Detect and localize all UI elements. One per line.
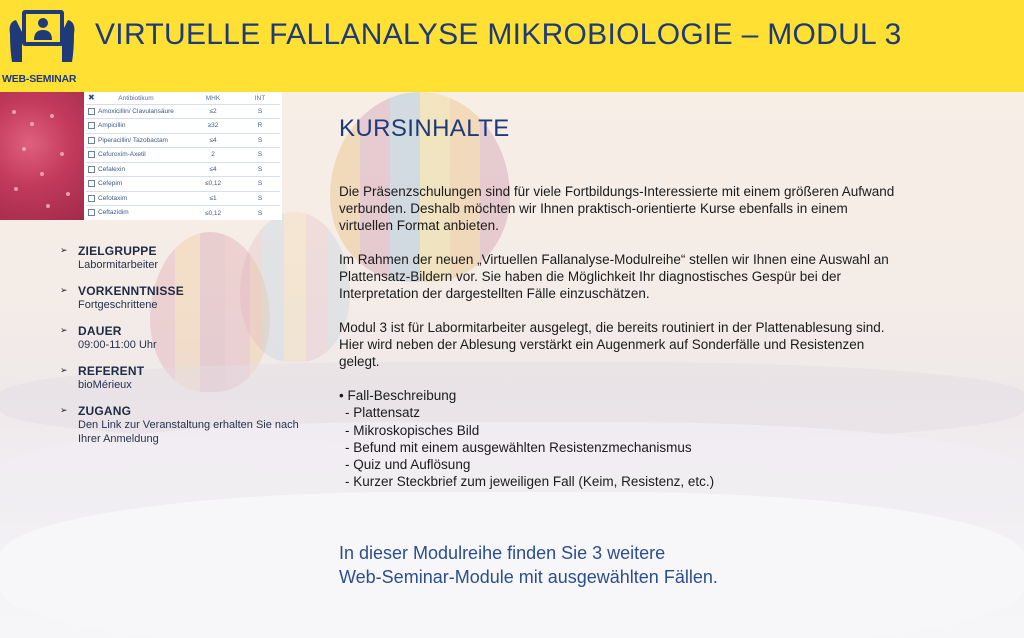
int-value: S — [240, 104, 280, 119]
cursor-icon: ✖ — [88, 93, 95, 102]
int-value: S — [240, 206, 280, 221]
intro-paragraph: Die Präsenzschulungen sind für viele Fortbildungs-Interessierte mit einem größeren Aufwand verbunden. Deshalb möchten wir Ihnen praktisch-orientierte Kurse ebenfalls in einem virtuellen Format anbieten. — [339, 184, 895, 233]
course-content — [339, 115, 899, 491]
table-row — [86, 119, 280, 134]
info-item-zugang — [60, 404, 310, 446]
row-checkbox[interactable] — [88, 195, 95, 202]
table-row — [86, 148, 280, 163]
course-info-list — [60, 244, 310, 458]
modul-paragraph: Modul 3 ist für Labormitarbeiter ausgelegt, die bereits routiniert in der Plattenablesung sind. Hier wird neben der Ablesung verstärkt ein Augenmerk auf Sonderfälle und Resistenzen gelegt. — [339, 320, 885, 369]
arrow-bullet-icon: ➢ — [60, 365, 68, 375]
sub-bullet-item: - Befund mit einem ausgewählten Resistenzmechanismus — [345, 439, 692, 455]
arrow-bullet-icon: ➢ — [60, 405, 68, 415]
int-value: S — [240, 191, 280, 206]
header-bar — [0, 0, 1024, 92]
antibiotic-name: Ampicillin — [98, 122, 126, 130]
arrow-bullet-icon: ➢ — [60, 285, 68, 295]
info-label: ZIELGRUPPE — [78, 244, 157, 258]
table-row — [86, 162, 280, 177]
int-value: R — [240, 119, 280, 134]
antibiotic-name: Ceftazidim — [98, 209, 129, 217]
mhk-value: ≤0,12 — [186, 177, 240, 192]
antibiotic-name: Cefuroxim-Axetil — [98, 151, 146, 159]
agar-plate-image — [0, 92, 84, 220]
info-item-dauer — [60, 324, 310, 352]
int-value: S — [240, 162, 280, 177]
footer-line: In dieser Modulreihe finden Sie 3 weitere — [339, 543, 666, 563]
int-value: S — [240, 133, 280, 148]
antibiotic-name: Cefotaxim — [98, 194, 128, 202]
column-header: INT — [254, 94, 266, 102]
mhk-value: ≤1 — [186, 191, 240, 206]
row-checkbox[interactable] — [88, 151, 95, 158]
sub-bullet-item: - Quiz und Auflösung — [345, 457, 471, 473]
row-checkbox[interactable] — [88, 180, 95, 187]
antibiotic-name: Amoxicillin/ Clavulansäure — [98, 107, 174, 115]
bullet-item: • Fall-Beschreibung — [339, 388, 457, 403]
info-value: Labormitarbeiter — [78, 259, 159, 271]
web-seminar-logo — [0, 0, 84, 92]
antibiotic-name: Cefepim — [98, 180, 123, 188]
row-checkbox[interactable] — [88, 108, 95, 115]
info-value: bioMérieux — [78, 379, 132, 391]
int-value: S — [240, 148, 280, 163]
row-checkbox[interactable] — [88, 122, 95, 129]
case-thumbnail — [0, 92, 282, 220]
content-bullet-list — [339, 387, 899, 491]
row-checkbox[interactable] — [88, 166, 95, 173]
module-series-note — [339, 541, 939, 589]
table-row — [86, 206, 280, 221]
table-row — [86, 177, 280, 192]
arrow-bullet-icon: ➢ — [60, 245, 68, 255]
info-value: Den Link zur Veranstaltung erhalten Sie nach Ihrer Anmeldung — [78, 419, 299, 445]
row-checkbox[interactable] — [88, 137, 95, 144]
info-label: REFERENT — [78, 364, 145, 378]
column-header: Antibiotikum — [118, 94, 154, 102]
sub-bullet-item: - Plattensatz — [345, 405, 421, 421]
mhk-value: ≤0,12 — [186, 206, 240, 221]
sub-bullet-item: - Mikroskopisches Bild — [345, 422, 480, 438]
column-header: MHK — [205, 94, 221, 102]
info-value: 09:00-11:00 Uhr — [78, 339, 157, 351]
row-checkbox[interactable] — [88, 209, 95, 216]
logo-text: WEB-SEMINAR — [2, 73, 77, 85]
mhk-value: 2 — [186, 148, 240, 163]
mhk-value: ≤4 — [186, 133, 240, 148]
sub-bullet-item: - Kurzer Steckbrief zum jeweiligen Fall (Keim, Resistenz, etc.) — [345, 474, 715, 490]
footer-line: Web-Seminar-Module mit ausgewählten Fällen. — [339, 567, 718, 587]
info-item-referent — [60, 364, 310, 392]
table-row — [86, 191, 280, 206]
info-label: DAUER — [78, 324, 122, 338]
section-heading: KURSINHALTE — [339, 115, 510, 142]
page-title: VIRTUELLE FALLANALYSE MIKROBIOLOGIE – MODUL 3 — [95, 18, 902, 51]
int-value: S — [240, 177, 280, 192]
info-value: Fortgeschrittene — [78, 299, 158, 311]
mhk-value: ≥32 — [186, 119, 240, 134]
web-seminar-icon — [6, 4, 78, 66]
table-row — [86, 104, 280, 119]
modulreihe-paragraph: Im Rahmen der neuen „Virtuellen Fallanalyse-Modulreihe“ stellen wir Ihnen eine Auswahl an Plattensatz-Bildern vor. Sie haben die Möglichkeit Ihr diagnostisches Gespür bei der Interpretation der dargestellten Fälle einzuschätzen. — [339, 252, 889, 301]
mhk-value: ≤4 — [186, 162, 240, 177]
mhk-value: ≤2 — [186, 104, 240, 119]
antibiogram-table — [86, 93, 280, 220]
info-item-vorkenntnisse — [60, 284, 310, 312]
info-label: VORKENNTNISSE — [78, 284, 184, 298]
table-row — [86, 133, 280, 148]
arrow-bullet-icon: ➢ — [60, 325, 68, 335]
antibiotic-name: Cefalexin — [98, 165, 126, 173]
antibiotic-name: Piperacillin/ Tazobactam — [98, 136, 168, 144]
info-item-zielgruppe — [60, 244, 310, 272]
info-label: ZUGANG — [78, 404, 132, 418]
